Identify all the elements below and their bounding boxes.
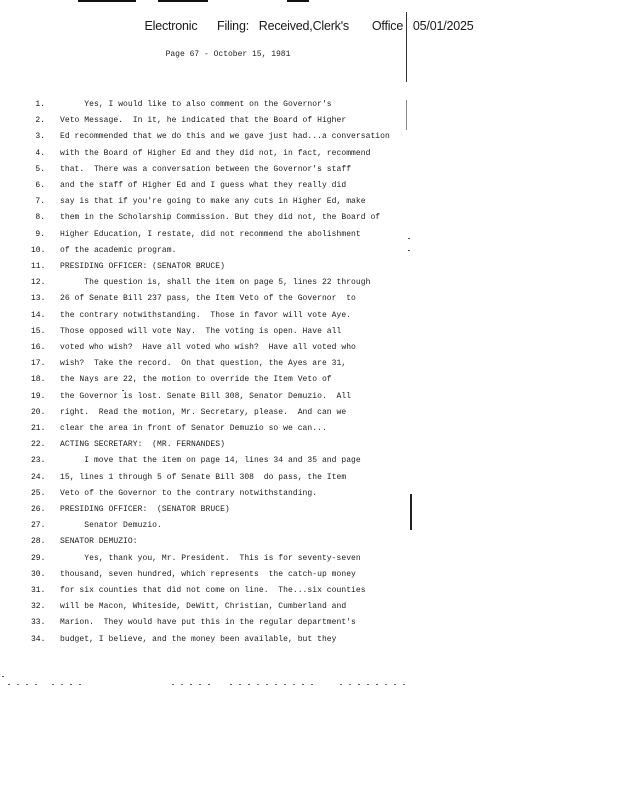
line-number: 25.	[31, 488, 46, 498]
line-number: 9.	[35, 229, 45, 239]
line-text: clear the area in front of Senator Demuzio so we can...	[60, 424, 327, 433]
transcript-line	[0, 309, 618, 323]
line-number: 27.	[31, 521, 46, 531]
transcript-line	[0, 260, 618, 274]
line-number: 21.	[31, 424, 46, 433]
line-text: 26 of Senate Bill 237 pass, the Item Veto of the Governor to	[60, 294, 356, 304]
scan-artifact-bottom-noise	[8, 684, 40, 685]
line-number: 16.	[31, 343, 46, 352]
line-number: 8.	[35, 213, 45, 223]
scan-artifact-top-left	[78, 0, 136, 2]
transcript-line	[0, 438, 618, 452]
line-text: Senator Demuzio.	[60, 521, 162, 531]
line-text: Those opposed will vote Nay. The voting is open. Have all	[60, 326, 342, 336]
line-number: 3.	[35, 132, 45, 142]
transcript-line	[0, 325, 618, 339]
line-number: 4.	[35, 148, 45, 158]
transcript-line	[0, 179, 618, 193]
transcript-line	[0, 114, 618, 128]
transcript-line	[0, 276, 618, 290]
transcript-line	[0, 390, 618, 404]
line-text: say is that if you're going to make any cuts in Higher Ed, make	[60, 197, 366, 207]
transcript-line	[0, 519, 618, 533]
line-text: Higher Education, I restate, did not recommend the abolishment	[60, 229, 361, 239]
line-text: wish? Take the record. On that question, the Ayes are 31,	[60, 359, 347, 369]
line-text: ACTING SECRETARY: (MR. FERNANDES)	[60, 440, 225, 450]
line-number: 33.	[31, 618, 46, 628]
line-text: Veto Message. In it, he indicated that the Board of Higher	[60, 116, 347, 126]
line-text: that. There was a conversation between the Governor's staff	[60, 164, 352, 174]
transcript-line	[0, 292, 618, 306]
transcript-line	[0, 130, 618, 144]
line-text: and the staff of Higher Ed and I guess what they really did	[60, 181, 347, 190]
line-text: thousand, seven hundred, which represents the catch-up money	[60, 569, 356, 579]
line-text: them in the Scholarship Commission. But they did not, the Board of	[60, 213, 381, 223]
line-text: The question is, shall the item on page 5, lines 22 through	[60, 278, 371, 288]
line-number: 17.	[31, 359, 46, 369]
line-text: PRESIDING OFFICER: (SENATOR BRUCE)	[60, 262, 225, 271]
line-text: voted who wish? Have all voted who wish? Have all voted who	[60, 343, 356, 352]
line-number: 11.	[31, 262, 46, 271]
electronic-filing-stamp: Electronic Filing: Received,Clerk's Office 05/01/2025	[144, 19, 474, 33]
line-number: 15.	[31, 326, 46, 336]
transcript-line	[0, 633, 618, 647]
transcript-line	[0, 487, 618, 501]
transcript-line	[0, 373, 618, 387]
scan-artifact-top-middle	[158, 0, 208, 2]
line-text: the contrary notwithstanding. Those in favor will vote Aye.	[60, 310, 352, 320]
transcript-line	[0, 584, 618, 598]
transcript-line	[0, 341, 618, 355]
transcript-line	[0, 503, 618, 517]
line-text: Yes, thank you, Mr. President. This is for seventy-seven	[60, 553, 361, 563]
line-text: SENATOR DEMUZIO:	[60, 537, 138, 547]
line-text: the Governor is lost. Senate Bill 308, Senator Demuzio. All	[60, 391, 352, 401]
line-text: PRESIDING OFFICER: (SENATOR BRUCE)	[60, 505, 230, 514]
line-number: 34.	[31, 634, 46, 644]
scan-artifact-bottom-noise	[172, 684, 212, 685]
line-number: 1.	[35, 100, 45, 109]
transcript-line	[0, 244, 618, 258]
line-number: 31.	[31, 586, 46, 595]
line-text: for six counties that did not come on line. The...six counties	[60, 586, 366, 595]
line-text: Veto of the Governor to the contrary notwithstanding.	[60, 488, 318, 498]
transcript-line	[0, 228, 618, 242]
transcript-line	[0, 454, 618, 468]
line-text: will be Macon, Whiteside, DeWitt, Christian, Cumberland and	[60, 602, 347, 612]
transcript-line	[0, 406, 618, 420]
line-number: 19.	[31, 391, 46, 401]
line-text: the Nays are 22, the motion to override the Item Veto of	[60, 375, 332, 385]
transcript-line	[0, 98, 618, 112]
transcript-line	[0, 471, 618, 485]
scan-speck	[2, 676, 4, 677]
transcript-line	[0, 195, 618, 209]
line-number: 24.	[31, 472, 46, 482]
line-text: Ed recommended that we do this and we gave just had...a conversation	[60, 132, 390, 142]
line-number: 5.	[35, 164, 45, 174]
transcript-line	[0, 211, 618, 225]
line-text: right. Read the motion, Mr. Secretary, please. And can we	[60, 407, 347, 417]
line-number: 18.	[31, 375, 46, 385]
transcript-line	[0, 600, 618, 614]
line-text: of the academic program.	[60, 245, 177, 255]
transcript-line	[0, 147, 618, 161]
line-text: budget, I believe, and the money been available, but they	[60, 634, 337, 644]
line-number: 23.	[31, 456, 46, 466]
line-text: Marion. They would have put this in the regular department's	[60, 618, 356, 628]
scan-artifact-top-right	[287, 0, 309, 2]
line-number: 29.	[31, 553, 46, 563]
transcript-line	[0, 616, 618, 630]
scan-artifact-bottom-noise	[52, 684, 82, 685]
transcript-line	[0, 163, 618, 177]
line-text: with the Board of Higher Ed and they did not, in fact, recommend	[60, 148, 371, 158]
line-number: 20.	[31, 407, 46, 417]
page-header: Page 67 - October 15, 1981	[165, 50, 291, 59]
line-number: 10.	[31, 245, 46, 255]
line-text: 15, lines 1 through 5 of Senate Bill 308 do pass, the Item	[60, 472, 347, 482]
line-number: 6.	[35, 181, 45, 190]
transcript-line	[0, 568, 618, 582]
line-number: 7.	[35, 197, 45, 207]
line-text: I move that the item on page 14, lines 34 and 35 and page	[60, 456, 361, 466]
scan-artifact-bottom-noise	[230, 684, 320, 685]
line-number: 32.	[31, 602, 46, 612]
line-number: 14.	[31, 310, 46, 320]
line-number: 28.	[31, 537, 46, 547]
line-number: 26.	[31, 505, 46, 514]
line-number: 30.	[31, 569, 46, 579]
line-number: 13.	[31, 294, 46, 304]
line-text: Yes, I would like to also comment on the Governor's	[60, 100, 332, 109]
transcript-line	[0, 552, 618, 566]
scan-artifact-bottom-noise	[340, 684, 406, 685]
line-number: 22.	[31, 440, 46, 450]
transcript-line	[0, 357, 618, 371]
transcript-line	[0, 422, 618, 436]
line-number: 12.	[31, 278, 46, 288]
line-number: 2.	[35, 116, 45, 126]
transcript-line	[0, 535, 618, 549]
